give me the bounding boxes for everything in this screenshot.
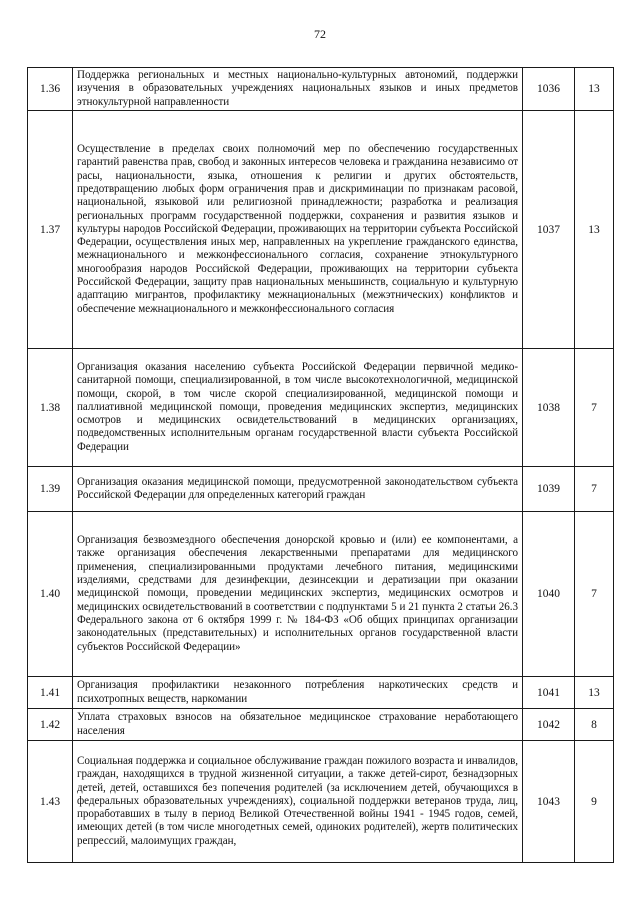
row-description: Уплата страховых взносов на обязательное медицинское страхование неработающего населения — [73, 709, 523, 741]
row-number: 1.43 — [28, 741, 73, 863]
row-code: 1043 — [523, 741, 575, 863]
table-row — [28, 111, 614, 349]
row-description: Организация профилактики незаконного потребления наркотических средств и психотропных веществ, наркомании — [73, 677, 523, 709]
row-value: 7 — [575, 467, 614, 512]
row-code: 1040 — [523, 512, 575, 677]
row-number: 1.42 — [28, 709, 73, 741]
row-value: 8 — [575, 709, 614, 741]
table-row — [28, 349, 614, 467]
row-value: 9 — [575, 741, 614, 863]
row-code: 1041 — [523, 677, 575, 709]
row-code: 1042 — [523, 709, 575, 741]
table-row — [28, 741, 614, 863]
row-description: Организация безвозмездного обеспечения донорской кровью и (или) ее компонентами, а также организация обеспечения лекарственными препаратами для медицинского применения, специализированными продуктами лечебного питания, медицинскими изделиями, средствами для дезинфекции, дезинсекции и дератизации при оказании медицинской помощи, проведении медицинских экспертиз, медицинских осмотров и медицинских освидетельствований в соответствии с подпунктами 5 и 21 пункта 2 статьи 26.3 Федерального закона от 6 октября 1999 г. № 184-ФЗ «Об общих принципах организации законодательных (представительных) и исполнительных органов государственной власти субъектов Российской Федерации» — [73, 512, 523, 677]
row-description: Организация оказания медицинской помощи, предусмотренной законодательством субъекта Российской Федерации для определенных категорий граждан — [73, 467, 523, 512]
row-description: Социальная поддержка и социальное обслуживание граждан пожилого возраста и инвалидов, граждан, находящихся в трудной жизненной ситуации, а также детей-сирот, безнадзорных детей, детей, оставшихся без попечения родителей (за исключением детей, обучающихся в федеральных образовательных учреждениях), социальной поддержки ветеранов труда, лиц, проработавших в тылу в период Великой Отечественной войны 1941 - 1945 годов, семей, имеющих детей (в том числе многодетных семей, одиноких родителей), жертв политических репрессий, малоимущих граждан, — [73, 741, 523, 863]
row-description: Организация оказания населению субъекта Российской Федерации первичной медико-санитарной помощи, специализированной, в том числе высокотехнологичной, медицинской помощи, скорой, в том числе скорой специализированной, медицинской помощи и паллиативной медицинской помощи, проведения медицинских экспертиз, медицинских осмотров и медицинских освидетельствований в медицинских организациях, подведомственных исполнительным органам государственной власти субъекта Российской Федерации — [73, 349, 523, 467]
row-value: 13 — [575, 677, 614, 709]
row-code: 1038 — [523, 349, 575, 467]
row-value: 13 — [575, 68, 614, 111]
table-row — [28, 68, 614, 111]
row-number: 1.38 — [28, 349, 73, 467]
row-number: 1.37 — [28, 111, 73, 349]
table-row — [28, 467, 614, 512]
document-table — [27, 67, 614, 863]
row-value: 13 — [575, 111, 614, 349]
row-description: Осуществление в пределах своих полномочий мер по обеспечению государственных гарантий равенства прав, свобод и законных интересов человека и гражданина независимо от расы, национальности, языка, отношения к религии и других обстоятельств, предотвращению любых форм ограничения прав и дискриминации по признакам расовой, национальной, языковой или религиозной принадлежности; разработка и реализация региональных программ государственной поддержки, сохранения и развития языков и культуры народов Российской Федерации, проживающих на территории субъекта Российской Федерации, осуществления иных мер, направленных на укрепление гражданского единства, межнационального и межконфессионального согласия, сохранение этнокультурного многообразия народов Российской Федерации, проживающих на территории субъекта Российской Федерации, защиту прав национальных меньшинств, социальную и культурную адаптацию мигрантов, профилактику межнациональных (межэтнических) конфликтов и обеспечение межнационального и межконфессионального согласия — [73, 111, 523, 349]
page-number: 72 — [314, 27, 326, 41]
row-code: 1037 — [523, 111, 575, 349]
table-row — [28, 709, 614, 741]
row-value: 7 — [575, 349, 614, 467]
row-description: Поддержка региональных и местных национально-культурных автономий, поддержки изучения в образовательных учреждениях национальных языков и иных предметов этнокультурной направленности — [73, 68, 523, 111]
row-number: 1.40 — [28, 512, 73, 677]
row-code: 1039 — [523, 467, 575, 512]
row-value: 7 — [575, 512, 614, 677]
row-code: 1036 — [523, 68, 575, 111]
row-number: 1.41 — [28, 677, 73, 709]
row-number: 1.39 — [28, 467, 73, 512]
table-row — [28, 512, 614, 677]
row-number: 1.36 — [28, 68, 73, 111]
table-row — [28, 677, 614, 709]
